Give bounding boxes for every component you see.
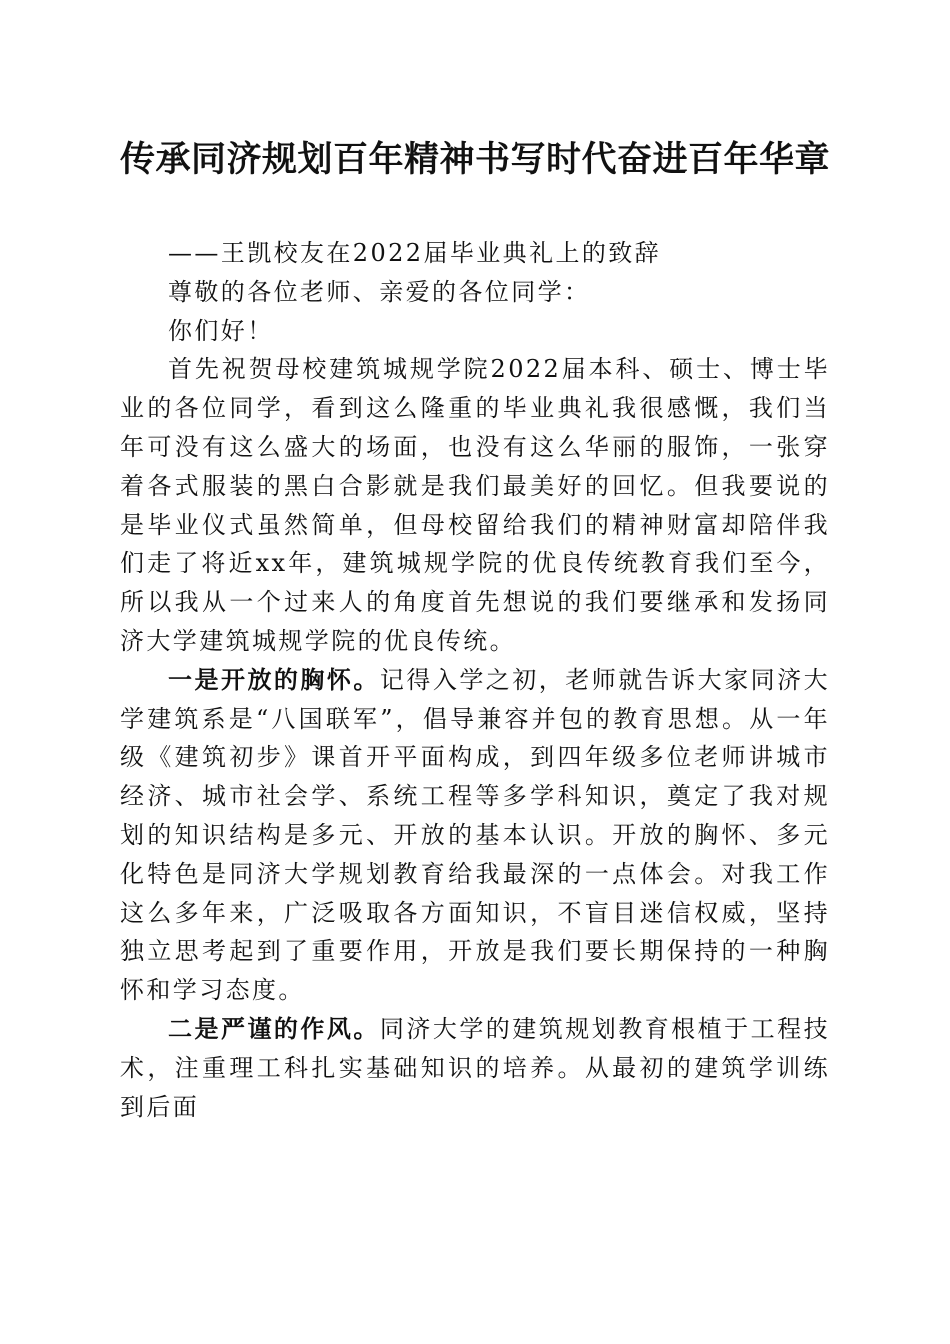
subtitle: ——王凯校友在2022届毕业典礼上的致辞 — [168, 239, 662, 267]
paragraph-3-lead: 二是严谨的作风。 — [168, 1013, 380, 1043]
salutation: 尊敬的各位老师、亲爱的各位同学： — [168, 277, 591, 306]
paragraph-2-text: 记得入学之初，老师就告诉大家同济大学建筑系是“八国联军”，倡导兼容并包的教育思想。从一年级《建筑初步》课首开平面构成，到四年级多位老师讲城市经济、城市社会学、系统工程等多学科知识，奠定了我对规划的知识结构是多元、开放的基本认识。开放的胸怀、多元化特色是同济大学规划教育给我最深的一点体会。对我工作这么多年来，广泛吸取各方面知识，不盲目迷信权威，坚持独立思考起到了重要作用，开放是我们要长期保持的一种胸怀和学习态度。 — [120, 665, 830, 1005]
document-body — [120, 234, 830, 1126]
paragraph-3 — [120, 1010, 830, 1126]
paragraph-1 — [120, 350, 830, 660]
paragraph-1-text: 首先祝贺母校建筑城规学院2022届本科、硕士、博士毕业的各位同学，看到这么隆重的毕业典礼我很感慨，我们当年可没有这么盛大的场面，也没有这么华丽的服饰，一张穿着各式服装的黑白合影就是我们最美好的回忆。但我要说的是毕业仪式虽然简单，但母校留给我们的精神财富却陪伴我们走了将近xx年，建筑城规学院的优良传统教育我们至今，所以我从一个过来人的角度首先想说的我们要继承和发扬同济大学建筑城规学院的优良传统。 — [120, 355, 830, 655]
greeting: 你们好！ — [168, 316, 274, 345]
paragraph-2-lead: 一是开放的胸怀。 — [168, 664, 380, 694]
paragraph-2 — [120, 661, 830, 1010]
paragraph-3-text: 同济大学的建筑规划教育根植于工程技术，注重理工科扎实基础知识的培养。从最初的建筑学训练到后面 — [120, 1014, 830, 1121]
document-title: 传承同济规划百年精神书写时代奋进百年华章 — [119, 139, 830, 180]
